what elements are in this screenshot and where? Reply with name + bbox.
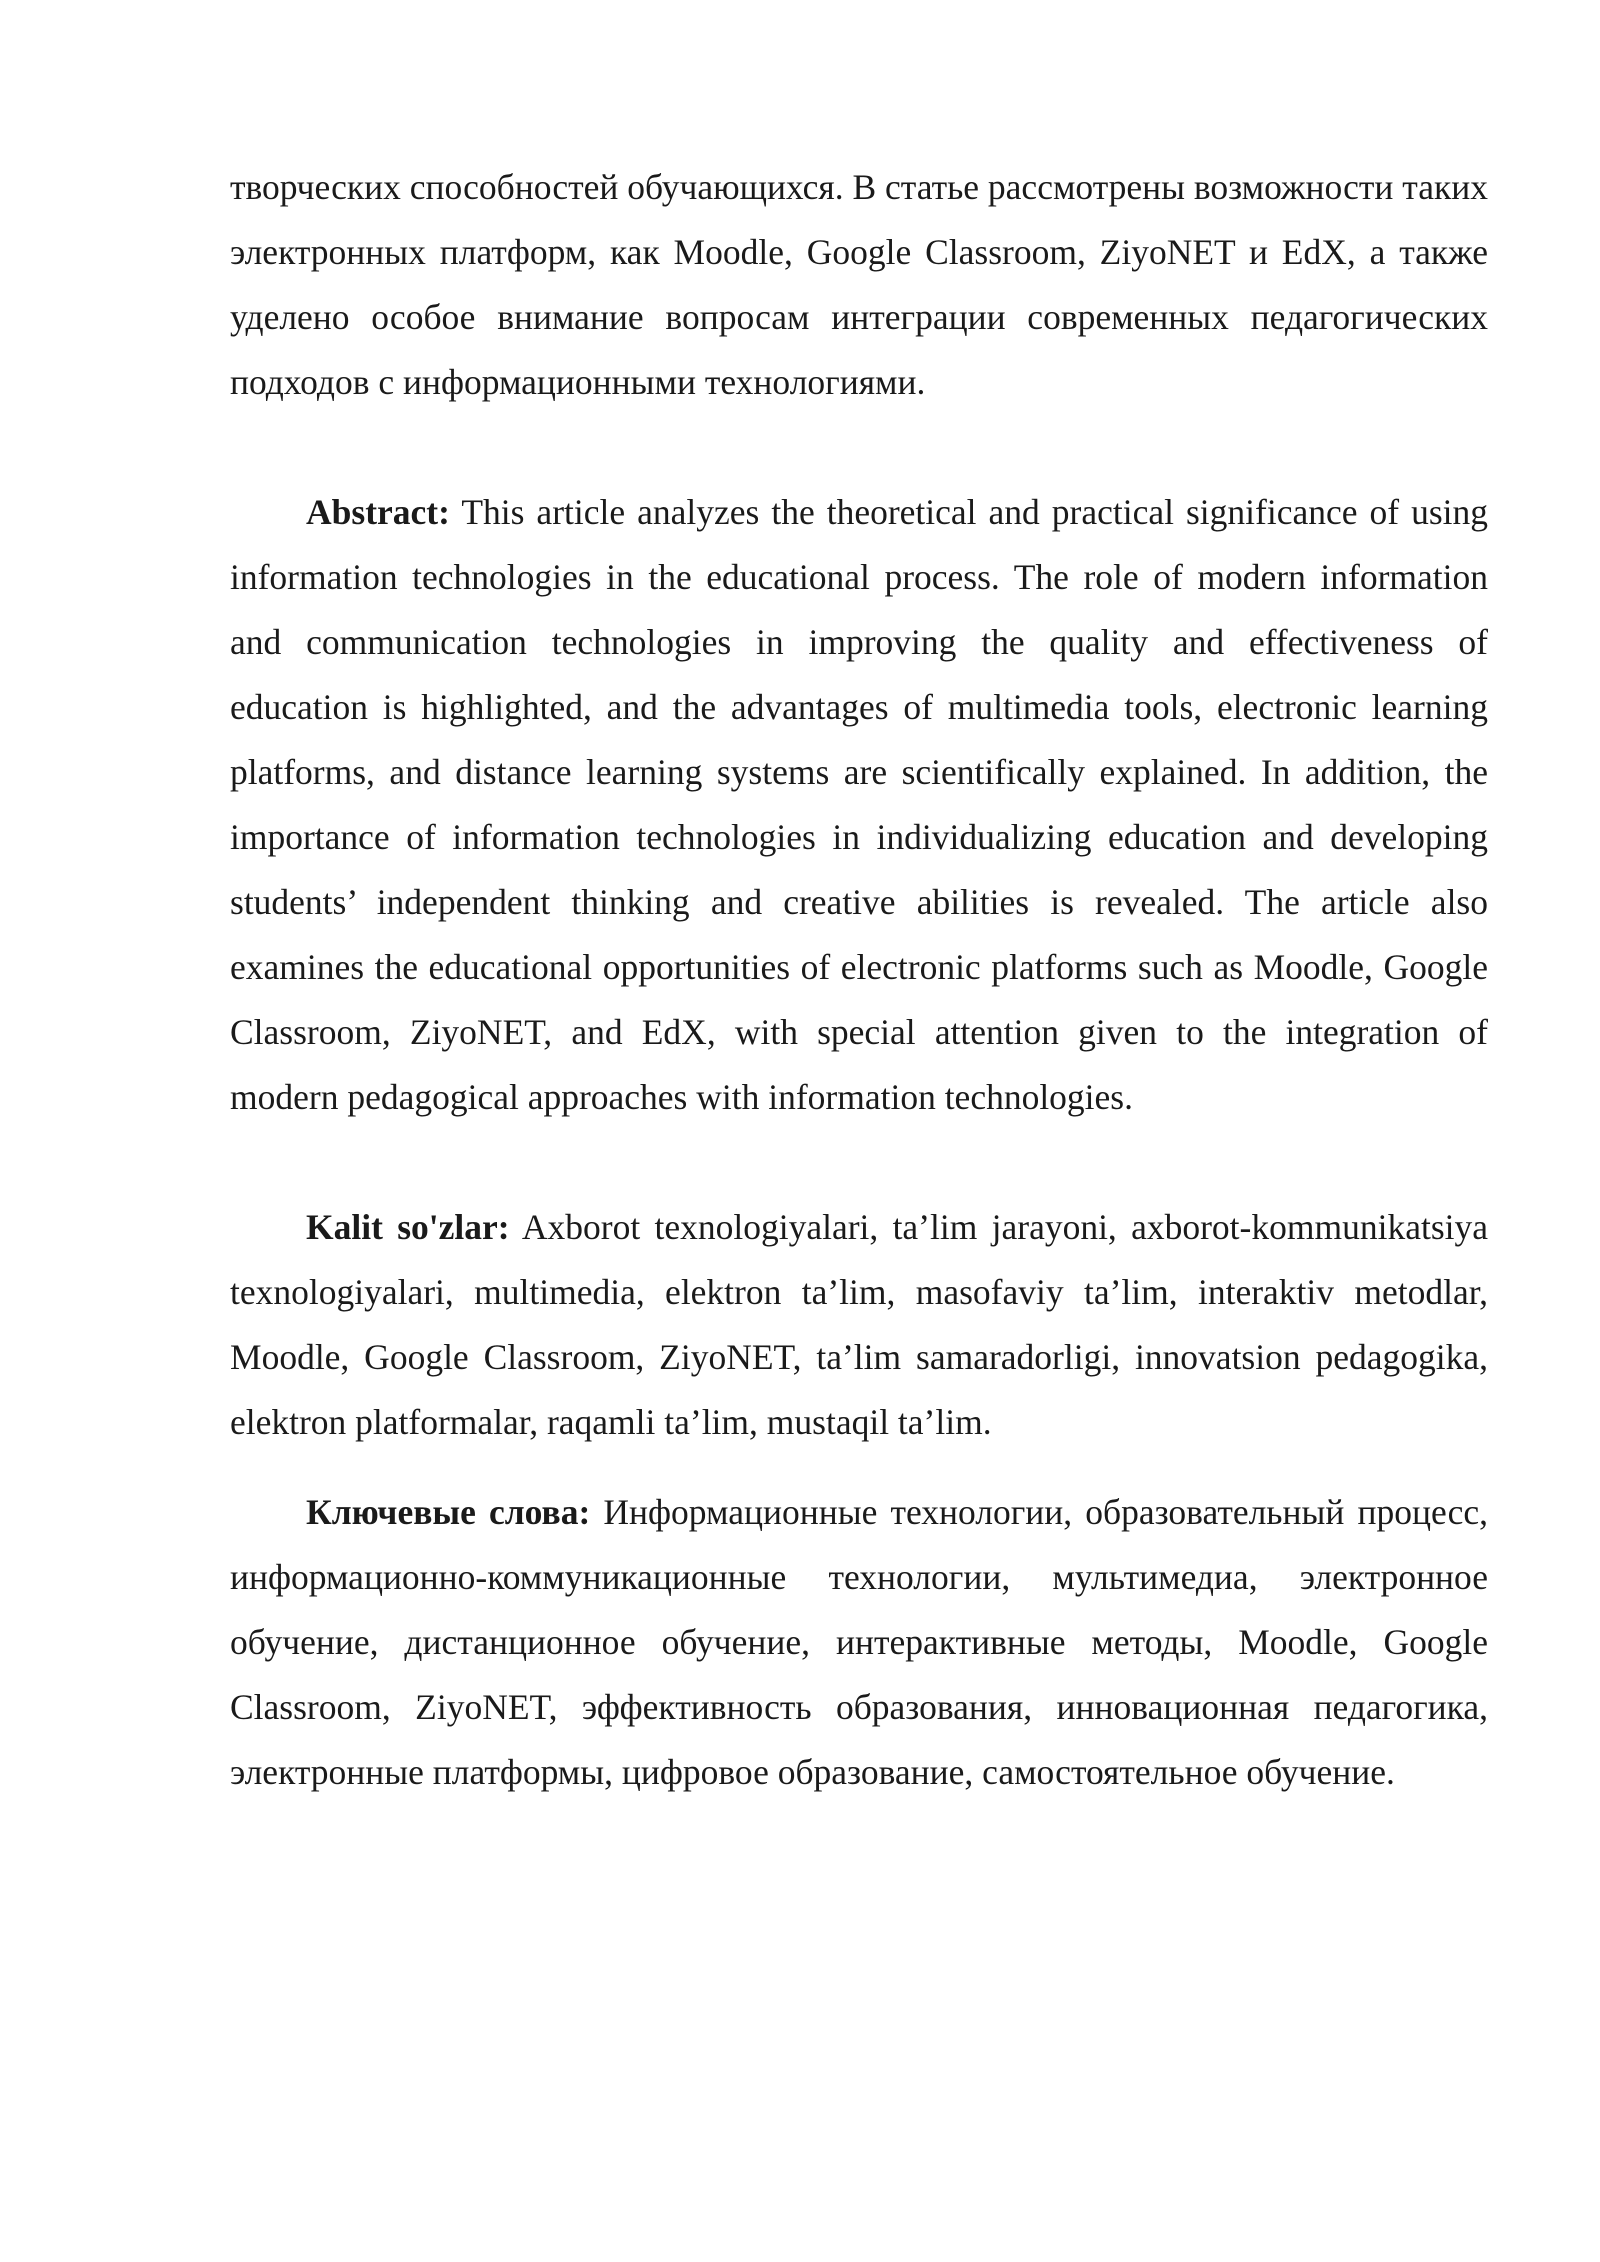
abstract-paragraph — [230, 480, 1488, 1130]
uzbek-keywords-paragraph — [230, 1195, 1488, 1455]
abstract-label: Abstract: — [306, 492, 450, 532]
russian-keywords-label: Ключевые слова: — [306, 1492, 591, 1532]
abstract-text: This article analyzes the theoretical and practical significance of using information technologies in the educational process. The role of modern information and communication technologies in improving the quality and effectiveness of education is highlighted, and the advantages of multimedia tools, electronic learning platforms, and distance learning systems are scientifically explained. In addition, the importance of information technologies in individualizing education and developing students’ independent thinking and creative abilities is revealed. The article also examines the educational opportunities of electronic platforms such as Moodle, Google Classroom, ZiyoNET, and EdX, with special attention given to the integration of modern pedagogical approaches with information technologies. — [230, 492, 1488, 1117]
russian-keywords-text: Информационные технологии, образовательный процесс, информационно-коммуникационные технологии, мультимедиа, электронное обучение, дистанционное обучение, интерактивные методы, Moodle, Google Classroom, ZiyoNET, эффективность образования, инновационная педагогика, электронные платформы, цифровое образование, самостоятельное обучение. — [230, 1492, 1488, 1792]
russian-annotation-continuation: творческих способностей обучающихся. В статье рассмотрены возможности таких электронных платформ, как Moodle, Google Classroom, ZiyoNET и EdX, а также уделено особое внимание вопросам интеграции современных педагогических подходов с информационными технологиями. — [230, 167, 1488, 402]
russian-keywords-paragraph — [230, 1480, 1488, 1805]
uzbek-keywords-text: Axborot texnologiyalari, ta’lim jarayoni, axborot-kommunikatsiya texnologiyalari, multimedia, elektron ta’lim, masofaviy ta’lim, interaktiv metodlar, Moodle, Google Classroom, ZiyoNET, ta’lim samaradorligi, innovatsion pedagogika, elektron platformalar, raqamli ta’lim, mustaqil ta’lim. — [230, 1207, 1488, 1442]
uzbek-keywords-label: Kalit so'zlar: — [306, 1207, 510, 1247]
document-page — [230, 155, 1488, 1805]
